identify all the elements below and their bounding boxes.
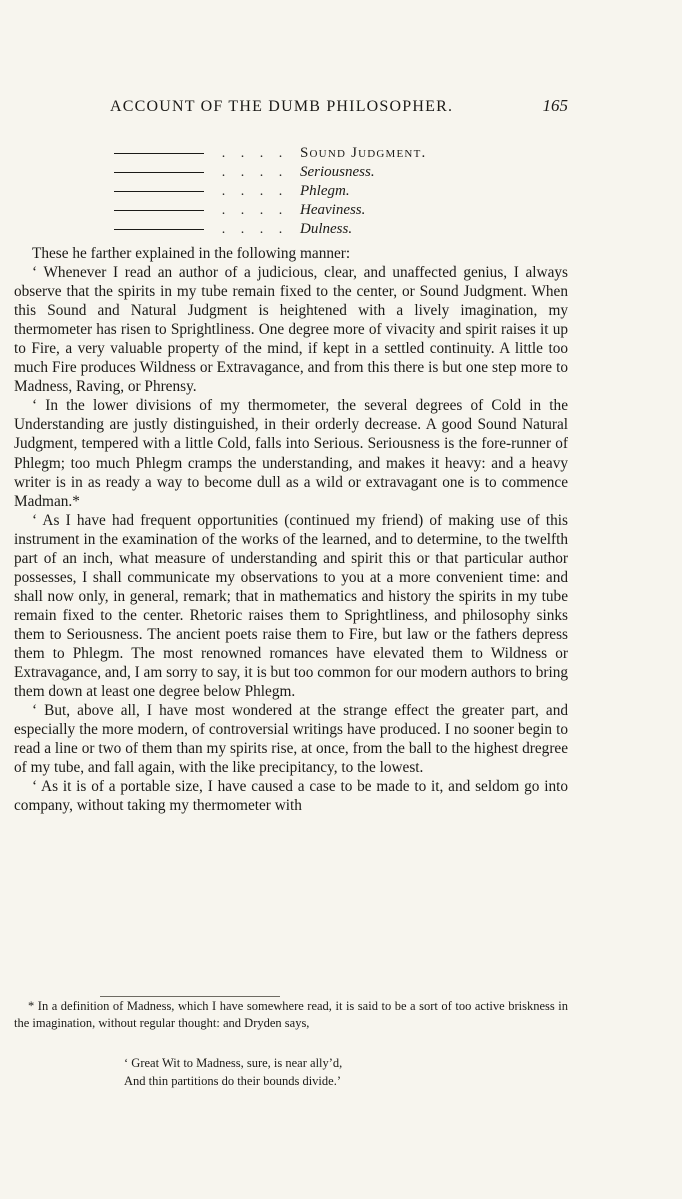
scale-rule: [114, 172, 204, 173]
scale-row: [114, 182, 514, 201]
scale-label: Dulness.: [300, 221, 353, 237]
page-number: 165: [542, 96, 568, 115]
verse-line: ‘ Great Wit to Madness, sure, is near ally’d,: [124, 1056, 343, 1070]
scale-label: Heaviness.: [300, 202, 366, 218]
footnote: [14, 998, 568, 1032]
footnote-text: * In a definition of Madness, which I have somewhere read, it is said to be a sort of too active briskness in the imagination, without regular thought: and Dryden says,: [14, 999, 568, 1030]
paragraph: ‘ As it is of a portable size, I have caused a case to be made to it, and seldom go into company, without taking my thermometer with: [14, 778, 568, 815]
verse-line: And thin partitions do their bounds divide.’: [124, 1074, 341, 1088]
scale-label: Sound Judgment.: [300, 145, 427, 161]
scale-label: Phlegm.: [300, 183, 350, 199]
footnote-rule: [100, 996, 280, 997]
scale-dots: . . . .: [221, 183, 289, 199]
paragraph: These he farther explained in the following manner:: [32, 245, 351, 262]
scale-dots: . . . .: [221, 145, 289, 161]
thermometer-scale: [114, 144, 514, 239]
scale-row: [114, 163, 514, 182]
scale-rule: [114, 191, 204, 192]
paragraph: ‘ As I have had frequent opportunities (continued my friend) of making use of this instrument in the examination of the works of the learned, and to determine, to the twelfth part of an inch, what measure of understanding and spirit this or that particular author possesses, I shall communicate my observations to you at a more convenient time: and shall now only, in general, remark; that in mathematics and history the spirits in my tube remain fixed to the center. Rhetoric raises them to Sprightliness, and philosophy sinks them to Seriousness. The ancient poets raise them to Fire, but law or the fathers depress them to Phlegm. The most renowned romances have elevated them to Wildness or Extravagance, and, I am sorry to say, it is but too common for our modern authors to bring them down at least one degree below Phlegm.: [14, 511, 568, 701]
scale-rule: [114, 153, 204, 154]
scale-row: [114, 201, 514, 220]
scale-dots: . . . .: [221, 164, 289, 180]
scale-row: [114, 220, 514, 239]
scale-rule: [114, 229, 204, 230]
paragraph: ‘ But, above all, I have most wondered at the strange effect the greater part, and especially the more modern, of controversial writings have produced. I no sooner begin to read a line or two of them than my spirits rise, at once, from the ball to the highest dregree of my tube, and fall again, with the like precipitancy, to the lowest.: [14, 702, 568, 777]
paragraph: ‘ In the lower divisions of my thermometer, the several degrees of Cold in the Understanding are justly distinguished, in their orderly decrease. A good Sound Natural Judgment, tempered with a little Cold, falls into Serious. Seriousness is the fore-runner of Phlegm; too much Phlegm cramps the understanding, and makes it heavy: and a heavy writer is in as ready a way to become dull as a wild or extravagant one is to commence Madman.*: [14, 397, 568, 510]
scale-row: [114, 144, 514, 163]
scale-rule: [114, 210, 204, 211]
running-head: [110, 96, 568, 116]
body-text: [14, 244, 568, 815]
paragraph: ‘ Whenever I read an author of a judicious, clear, and unaffected genius, I always observe that the spirits in my tube remain fixed to the center, or Sound Judgment. When this Sound and Natural Judgment is heightened with a lively imagination, my thermometer has risen to Sprightliness. One degree more of vivacity and spirit raises it up to Fire, a very valuable property of the mind, if kept in a settled continuity. A little too much Fire produces Wildness or Extravagance, and from this there is but one step more to Madness, Raving, or Phrensy.: [14, 264, 568, 396]
scale-label: Seriousness.: [300, 164, 375, 180]
scale-dots: . . . .: [221, 221, 289, 237]
verse-quote: [118, 1054, 478, 1090]
running-title: ACCOUNT OF THE DUMB PHILOSOPHER.: [110, 98, 454, 115]
scale-dots: . . . .: [221, 202, 289, 218]
